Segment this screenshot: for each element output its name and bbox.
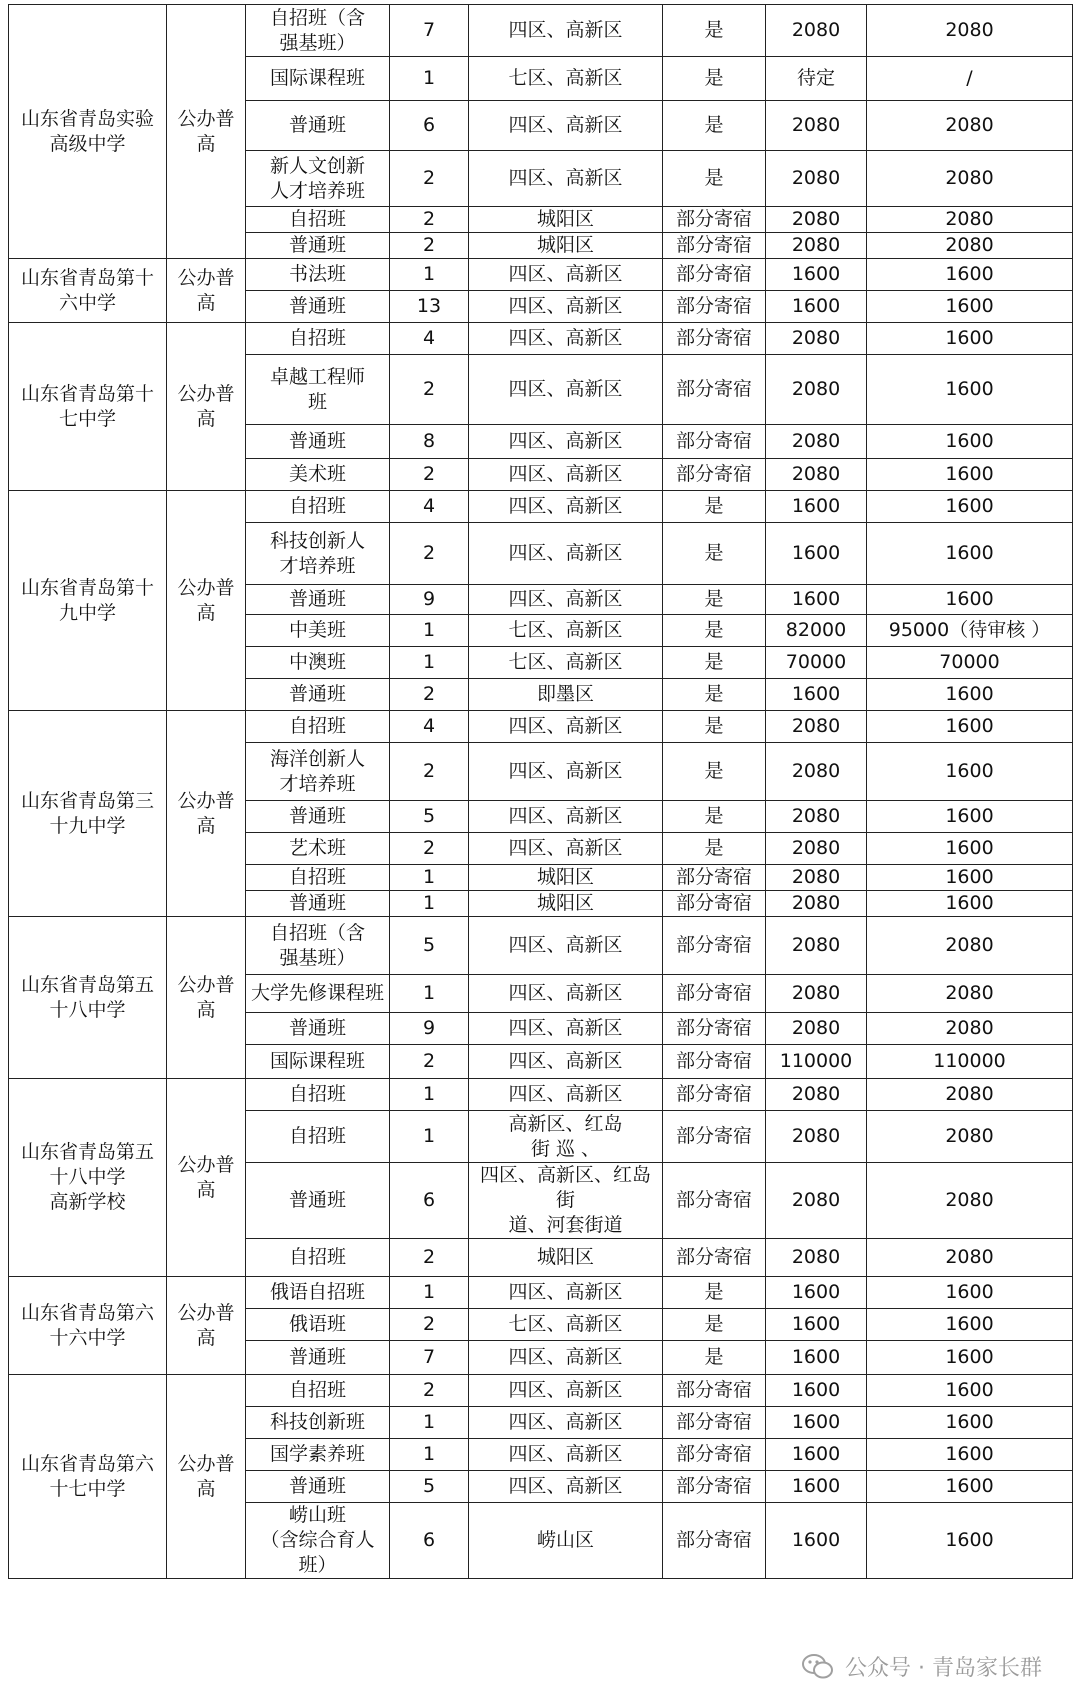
fee-cell: 2080 <box>867 1163 1073 1239</box>
recruit-area-cell: 崂山区 <box>469 1503 663 1579</box>
boarding-cell: 是 <box>663 5 766 57</box>
school-type-cell: 公办普 高 <box>167 1079 246 1277</box>
class-count-cell: 6 <box>390 101 469 151</box>
tuition-cell: 1600 <box>766 1309 867 1341</box>
school-type-cell: 公办普 高 <box>167 1375 246 1579</box>
class-name-cell: 自招班 <box>246 491 390 523</box>
class-count-cell: 2 <box>390 833 469 865</box>
boarding-cell: 部分寄宿 <box>663 1375 766 1407</box>
tuition-cell: 1600 <box>766 1277 867 1309</box>
recruit-area-cell: 城阳区 <box>469 891 663 917</box>
recruit-area-cell: 即墨区 <box>469 679 663 711</box>
watermark-text: 公众号 · 青岛家长群 <box>845 1656 1042 1681</box>
recruit-area-cell: 城阳区 <box>469 1239 663 1277</box>
recruit-area-cell: 四区、高新区 <box>469 151 663 207</box>
tuition-cell: 2080 <box>766 101 867 151</box>
class-count-cell: 1 <box>390 57 469 101</box>
recruit-area-cell: 城阳区 <box>469 233 663 259</box>
tuition-cell: 2080 <box>766 233 867 259</box>
boarding-cell: 部分寄宿 <box>663 1079 766 1111</box>
recruit-area-cell: 七区、高新区 <box>469 57 663 101</box>
fee-cell: 1600 <box>867 1375 1073 1407</box>
boarding-cell: 是 <box>663 743 766 801</box>
class-count-cell: 9 <box>390 1013 469 1045</box>
fee-cell: 1600 <box>867 1503 1073 1579</box>
boarding-cell: 部分寄宿 <box>663 1239 766 1277</box>
wechat-official-account-icon <box>801 1652 835 1682</box>
fee-cell: 110000 <box>867 1045 1073 1079</box>
school-type-cell: 公办普 高 <box>167 711 246 917</box>
tuition-cell: 1600 <box>766 1503 867 1579</box>
class-count-cell: 2 <box>390 1045 469 1079</box>
class-count-cell: 1 <box>390 1111 469 1163</box>
class-name-cell: 卓越工程师 班 <box>246 355 390 425</box>
class-name-cell: 普通班 <box>246 891 390 917</box>
class-name-cell: 自招班（含 强基班） <box>246 5 390 57</box>
recruit-area-cell: 四区、高新区 <box>469 743 663 801</box>
fee-cell: 2080 <box>867 1013 1073 1045</box>
fee-cell: 1600 <box>867 833 1073 865</box>
tuition-cell: 2080 <box>766 801 867 833</box>
class-count-cell: 5 <box>390 917 469 975</box>
tuition-cell: 2080 <box>766 1111 867 1163</box>
class-count-cell: 4 <box>390 491 469 523</box>
fee-cell: 1600 <box>867 711 1073 743</box>
class-count-cell: 2 <box>390 355 469 425</box>
class-count-cell: 7 <box>390 5 469 57</box>
class-count-cell: 5 <box>390 801 469 833</box>
tuition-cell: 82000 <box>766 615 867 647</box>
recruit-area-cell: 城阳区 <box>469 207 663 233</box>
recruit-area-cell: 四区、高新区 <box>469 491 663 523</box>
recruit-area-cell: 四区、高新区 <box>469 523 663 585</box>
class-name-cell: 普通班 <box>246 585 390 615</box>
class-name-cell: 普通班 <box>246 291 390 323</box>
boarding-cell: 部分寄宿 <box>663 207 766 233</box>
tuition-cell: 2080 <box>766 1079 867 1111</box>
class-name-cell: 普通班 <box>246 233 390 259</box>
class-count-cell: 4 <box>390 711 469 743</box>
class-count-cell: 1 <box>390 891 469 917</box>
class-name-cell: 自招班 <box>246 1111 390 1163</box>
tuition-cell: 2080 <box>766 323 867 355</box>
class-name-cell: 自招班 <box>246 323 390 355</box>
tuition-cell: 2080 <box>766 1163 867 1239</box>
class-name-cell: 普通班 <box>246 1471 390 1503</box>
boarding-cell: 是 <box>663 711 766 743</box>
admissions-table <box>8 4 1073 1579</box>
tuition-cell: 2080 <box>766 743 867 801</box>
recruit-area-cell: 四区、高新区 <box>469 259 663 291</box>
boarding-cell: 部分寄宿 <box>663 1407 766 1439</box>
recruit-area-cell: 四区、高新区 <box>469 917 663 975</box>
class-name-cell: 大学先修课程班 <box>246 975 390 1013</box>
school-name-cell: 山东省青岛实验 高级中学 <box>9 5 167 259</box>
tuition-cell: 2080 <box>766 975 867 1013</box>
tuition-cell: 1600 <box>766 585 867 615</box>
fee-cell: 1600 <box>867 291 1073 323</box>
boarding-cell: 是 <box>663 57 766 101</box>
class-count-cell: 1 <box>390 259 469 291</box>
boarding-cell: 是 <box>663 647 766 679</box>
fee-cell: 1600 <box>867 679 1073 711</box>
fee-cell: 1600 <box>867 425 1073 459</box>
class-count-cell: 1 <box>390 1439 469 1471</box>
tuition-cell: 1600 <box>766 1375 867 1407</box>
fee-cell: 1600 <box>867 1341 1073 1375</box>
boarding-cell: 是 <box>663 101 766 151</box>
class-name-cell: 国学素养班 <box>246 1439 390 1471</box>
fee-cell: 95000（待审核 ） <box>867 615 1073 647</box>
class-name-cell: 科技创新班 <box>246 1407 390 1439</box>
tuition-cell: 2080 <box>766 711 867 743</box>
fee-cell: 1600 <box>867 1277 1073 1309</box>
boarding-cell: 部分寄宿 <box>663 1163 766 1239</box>
class-name-cell: 中澳班 <box>246 647 390 679</box>
tuition-cell: 2080 <box>766 5 867 57</box>
tuition-cell: 待定 <box>766 57 867 101</box>
tuition-cell: 1600 <box>766 1407 867 1439</box>
class-name-cell: 崂山班 （含综合育人班） <box>246 1503 390 1579</box>
fee-cell: 1600 <box>867 1471 1073 1503</box>
class-name-cell: 科技创新人 才培养班 <box>246 523 390 585</box>
class-name-cell: 普通班 <box>246 1163 390 1239</box>
class-name-cell: 普通班 <box>246 425 390 459</box>
tuition-cell: 2080 <box>766 865 867 891</box>
class-name-cell: 艺术班 <box>246 833 390 865</box>
fee-cell: 1600 <box>867 1309 1073 1341</box>
tuition-cell: 2080 <box>766 425 867 459</box>
table-row <box>9 1277 1073 1309</box>
boarding-cell: 部分寄宿 <box>663 1471 766 1503</box>
school-type-cell: 公办普 高 <box>167 1277 246 1375</box>
tuition-cell: 1600 <box>766 1439 867 1471</box>
fee-cell: 1600 <box>867 891 1073 917</box>
boarding-cell: 部分寄宿 <box>663 355 766 425</box>
fee-cell: 2080 <box>867 101 1073 151</box>
boarding-cell: 部分寄宿 <box>663 459 766 491</box>
table-row <box>9 917 1073 975</box>
fee-cell: 2080 <box>867 917 1073 975</box>
recruit-area-cell: 四区、高新区 <box>469 1471 663 1503</box>
class-name-cell: 普通班 <box>246 101 390 151</box>
recruit-area-cell: 四区、高新区、红岛街 道、河套街道 <box>469 1163 663 1239</box>
class-name-cell: 普通班 <box>246 679 390 711</box>
recruit-area-cell: 四区、高新区 <box>469 459 663 491</box>
school-name-cell: 山东省青岛第十 九中学 <box>9 491 167 711</box>
school-name-cell: 山东省青岛第五 十八中学 <box>9 917 167 1079</box>
school-name-cell: 山东省青岛第三 十九中学 <box>9 711 167 917</box>
tuition-cell: 2080 <box>766 917 867 975</box>
recruit-area-cell: 四区、高新区 <box>469 801 663 833</box>
table-row <box>9 5 1073 57</box>
school-name-cell: 山东省青岛第六 十六中学 <box>9 1277 167 1375</box>
table-row <box>9 491 1073 523</box>
class-name-cell: 自招班 <box>246 711 390 743</box>
boarding-cell: 是 <box>663 151 766 207</box>
class-count-cell: 5 <box>390 1471 469 1503</box>
recruit-area-cell: 四区、高新区 <box>469 711 663 743</box>
tuition-cell: 2080 <box>766 833 867 865</box>
fee-cell: 1600 <box>867 259 1073 291</box>
fee-cell: 1600 <box>867 865 1073 891</box>
class-count-cell: 1 <box>390 975 469 1013</box>
tuition-cell: 2080 <box>766 207 867 233</box>
tuition-cell: 1600 <box>766 679 867 711</box>
class-name-cell: 自招班 <box>246 207 390 233</box>
boarding-cell: 是 <box>663 833 766 865</box>
school-name-cell: 山东省青岛第十 六中学 <box>9 259 167 323</box>
boarding-cell: 部分寄宿 <box>663 291 766 323</box>
class-count-cell: 1 <box>390 615 469 647</box>
boarding-cell: 部分寄宿 <box>663 259 766 291</box>
fee-cell: 2080 <box>867 5 1073 57</box>
recruit-area-cell: 四区、高新区 <box>469 425 663 459</box>
class-name-cell: 自招班 <box>246 1079 390 1111</box>
class-name-cell: 国际课程班 <box>246 57 390 101</box>
school-type-cell: 公办普 高 <box>167 917 246 1079</box>
school-name-cell: 山东省青岛第六 十七中学 <box>9 1375 167 1579</box>
class-name-cell: 美术班 <box>246 459 390 491</box>
recruit-area-cell: 高新区、红岛 街 巡 、 <box>469 1111 663 1163</box>
tuition-cell: 2080 <box>766 151 867 207</box>
class-count-cell: 2 <box>390 1375 469 1407</box>
class-count-cell: 1 <box>390 865 469 891</box>
class-name-cell: 自招班 <box>246 865 390 891</box>
tuition-cell: 110000 <box>766 1045 867 1079</box>
boarding-cell: 部分寄宿 <box>663 891 766 917</box>
boarding-cell: 是 <box>663 523 766 585</box>
fee-cell: 70000 <box>867 647 1073 679</box>
boarding-cell: 是 <box>663 1309 766 1341</box>
recruit-area-cell: 七区、高新区 <box>469 647 663 679</box>
tuition-cell: 70000 <box>766 647 867 679</box>
recruit-area-cell: 四区、高新区 <box>469 1045 663 1079</box>
class-count-cell: 2 <box>390 151 469 207</box>
class-name-cell: 自招班（含 强基班） <box>246 917 390 975</box>
class-name-cell: 俄语自招班 <box>246 1277 390 1309</box>
class-count-cell: 6 <box>390 1503 469 1579</box>
class-count-cell: 2 <box>390 743 469 801</box>
boarding-cell: 部分寄宿 <box>663 865 766 891</box>
tuition-cell: 1600 <box>766 291 867 323</box>
class-count-cell: 2 <box>390 207 469 233</box>
fee-cell: 2080 <box>867 207 1073 233</box>
recruit-area-cell: 七区、高新区 <box>469 615 663 647</box>
fee-cell: 1600 <box>867 523 1073 585</box>
fee-cell: 1600 <box>867 355 1073 425</box>
fee-cell: 2080 <box>867 233 1073 259</box>
recruit-area-cell: 城阳区 <box>469 865 663 891</box>
fee-cell: 2080 <box>867 1079 1073 1111</box>
class-count-cell: 1 <box>390 1079 469 1111</box>
fee-cell: 2080 <box>867 1239 1073 1277</box>
class-count-cell: 7 <box>390 1341 469 1375</box>
tuition-cell: 1600 <box>766 1341 867 1375</box>
fee-cell: 1600 <box>867 1407 1073 1439</box>
class-count-cell: 1 <box>390 647 469 679</box>
school-type-cell: 公办普 高 <box>167 323 246 491</box>
fee-cell: 1600 <box>867 1439 1073 1471</box>
boarding-cell: 部分寄宿 <box>663 1439 766 1471</box>
school-type-cell: 公办普 高 <box>167 491 246 711</box>
boarding-cell: 部分寄宿 <box>663 1503 766 1579</box>
recruit-area-cell: 四区、高新区 <box>469 833 663 865</box>
class-count-cell: 8 <box>390 425 469 459</box>
school-name-cell: 山东省青岛第五 十八中学 高新学校 <box>9 1079 167 1277</box>
fee-cell: 1600 <box>867 459 1073 491</box>
recruit-area-cell: 四区、高新区 <box>469 1013 663 1045</box>
class-name-cell: 自招班 <box>246 1375 390 1407</box>
class-count-cell: 13 <box>390 291 469 323</box>
class-count-cell: 2 <box>390 679 469 711</box>
school-type-cell: 公办普 高 <box>167 5 246 259</box>
boarding-cell: 部分寄宿 <box>663 233 766 259</box>
table-row <box>9 323 1073 355</box>
class-count-cell: 2 <box>390 1309 469 1341</box>
fee-cell: 1600 <box>867 743 1073 801</box>
boarding-cell: 是 <box>663 491 766 523</box>
fee-cell: 2080 <box>867 151 1073 207</box>
recruit-area-cell: 四区、高新区 <box>469 1407 663 1439</box>
class-count-cell: 2 <box>390 459 469 491</box>
recruit-area-cell: 四区、高新区 <box>469 975 663 1013</box>
class-count-cell: 6 <box>390 1163 469 1239</box>
class-name-cell: 国际课程班 <box>246 1045 390 1079</box>
boarding-cell: 部分寄宿 <box>663 1013 766 1045</box>
recruit-area-cell: 四区、高新区 <box>469 355 663 425</box>
class-name-cell: 普通班 <box>246 1341 390 1375</box>
recruit-area-cell: 四区、高新区 <box>469 323 663 355</box>
recruit-area-cell: 四区、高新区 <box>469 585 663 615</box>
recruit-area-cell: 四区、高新区 <box>469 1375 663 1407</box>
tuition-cell: 2080 <box>766 1239 867 1277</box>
boarding-cell: 部分寄宿 <box>663 917 766 975</box>
fee-cell: 1600 <box>867 491 1073 523</box>
class-name-cell: 新人文创新 人才培养班 <box>246 151 390 207</box>
class-name-cell: 普通班 <box>246 1013 390 1045</box>
boarding-cell: 部分寄宿 <box>663 323 766 355</box>
tuition-cell: 2080 <box>766 355 867 425</box>
boarding-cell: 部分寄宿 <box>663 425 766 459</box>
table-row <box>9 1079 1073 1111</box>
school-name-cell: 山东省青岛第十 七中学 <box>9 323 167 491</box>
table-row <box>9 1375 1073 1407</box>
recruit-area-cell: 七区、高新区 <box>469 1309 663 1341</box>
school-type-cell: 公办普 高 <box>167 259 246 323</box>
boarding-cell: 是 <box>663 615 766 647</box>
class-count-cell: 2 <box>390 523 469 585</box>
recruit-area-cell: 四区、高新区 <box>469 1341 663 1375</box>
fee-cell: 1600 <box>867 323 1073 355</box>
table-row <box>9 259 1073 291</box>
class-name-cell: 自招班 <box>246 1239 390 1277</box>
recruit-area-cell: 四区、高新区 <box>469 1079 663 1111</box>
class-count-cell: 1 <box>390 1407 469 1439</box>
boarding-cell: 是 <box>663 801 766 833</box>
class-name-cell: 中美班 <box>246 615 390 647</box>
boarding-cell: 部分寄宿 <box>663 1045 766 1079</box>
recruit-area-cell: 四区、高新区 <box>469 5 663 57</box>
class-count-cell: 4 <box>390 323 469 355</box>
class-count-cell: 2 <box>390 1239 469 1277</box>
tuition-cell: 1600 <box>766 491 867 523</box>
boarding-cell: 是 <box>663 679 766 711</box>
class-name-cell: 普通班 <box>246 801 390 833</box>
tuition-cell: 1600 <box>766 1471 867 1503</box>
class-count-cell: 1 <box>390 1277 469 1309</box>
fee-cell: 2080 <box>867 975 1073 1013</box>
fee-cell: 1600 <box>867 801 1073 833</box>
recruit-area-cell: 四区、高新区 <box>469 1277 663 1309</box>
class-count-cell: 9 <box>390 585 469 615</box>
fee-cell: 2080 <box>867 1111 1073 1163</box>
table-row <box>9 711 1073 743</box>
tuition-cell: 1600 <box>766 523 867 585</box>
class-name-cell: 俄语班 <box>246 1309 390 1341</box>
class-count-cell: 2 <box>390 233 469 259</box>
tuition-cell: 2080 <box>766 891 867 917</box>
boarding-cell: 是 <box>663 1277 766 1309</box>
recruit-area-cell: 四区、高新区 <box>469 291 663 323</box>
watermark <box>801 1651 1042 1682</box>
recruit-area-cell: 四区、高新区 <box>469 101 663 151</box>
tuition-cell: 1600 <box>766 259 867 291</box>
boarding-cell: 是 <box>663 1341 766 1375</box>
boarding-cell: 是 <box>663 585 766 615</box>
class-name-cell: 海洋创新人 才培养班 <box>246 743 390 801</box>
recruit-area-cell: 四区、高新区 <box>469 1439 663 1471</box>
boarding-cell: 部分寄宿 <box>663 975 766 1013</box>
fee-cell: 1600 <box>867 585 1073 615</box>
tuition-cell: 2080 <box>766 459 867 491</box>
fee-cell: / <box>867 57 1073 101</box>
class-name-cell: 书法班 <box>246 259 390 291</box>
boarding-cell: 部分寄宿 <box>663 1111 766 1163</box>
tuition-cell: 2080 <box>766 1013 867 1045</box>
